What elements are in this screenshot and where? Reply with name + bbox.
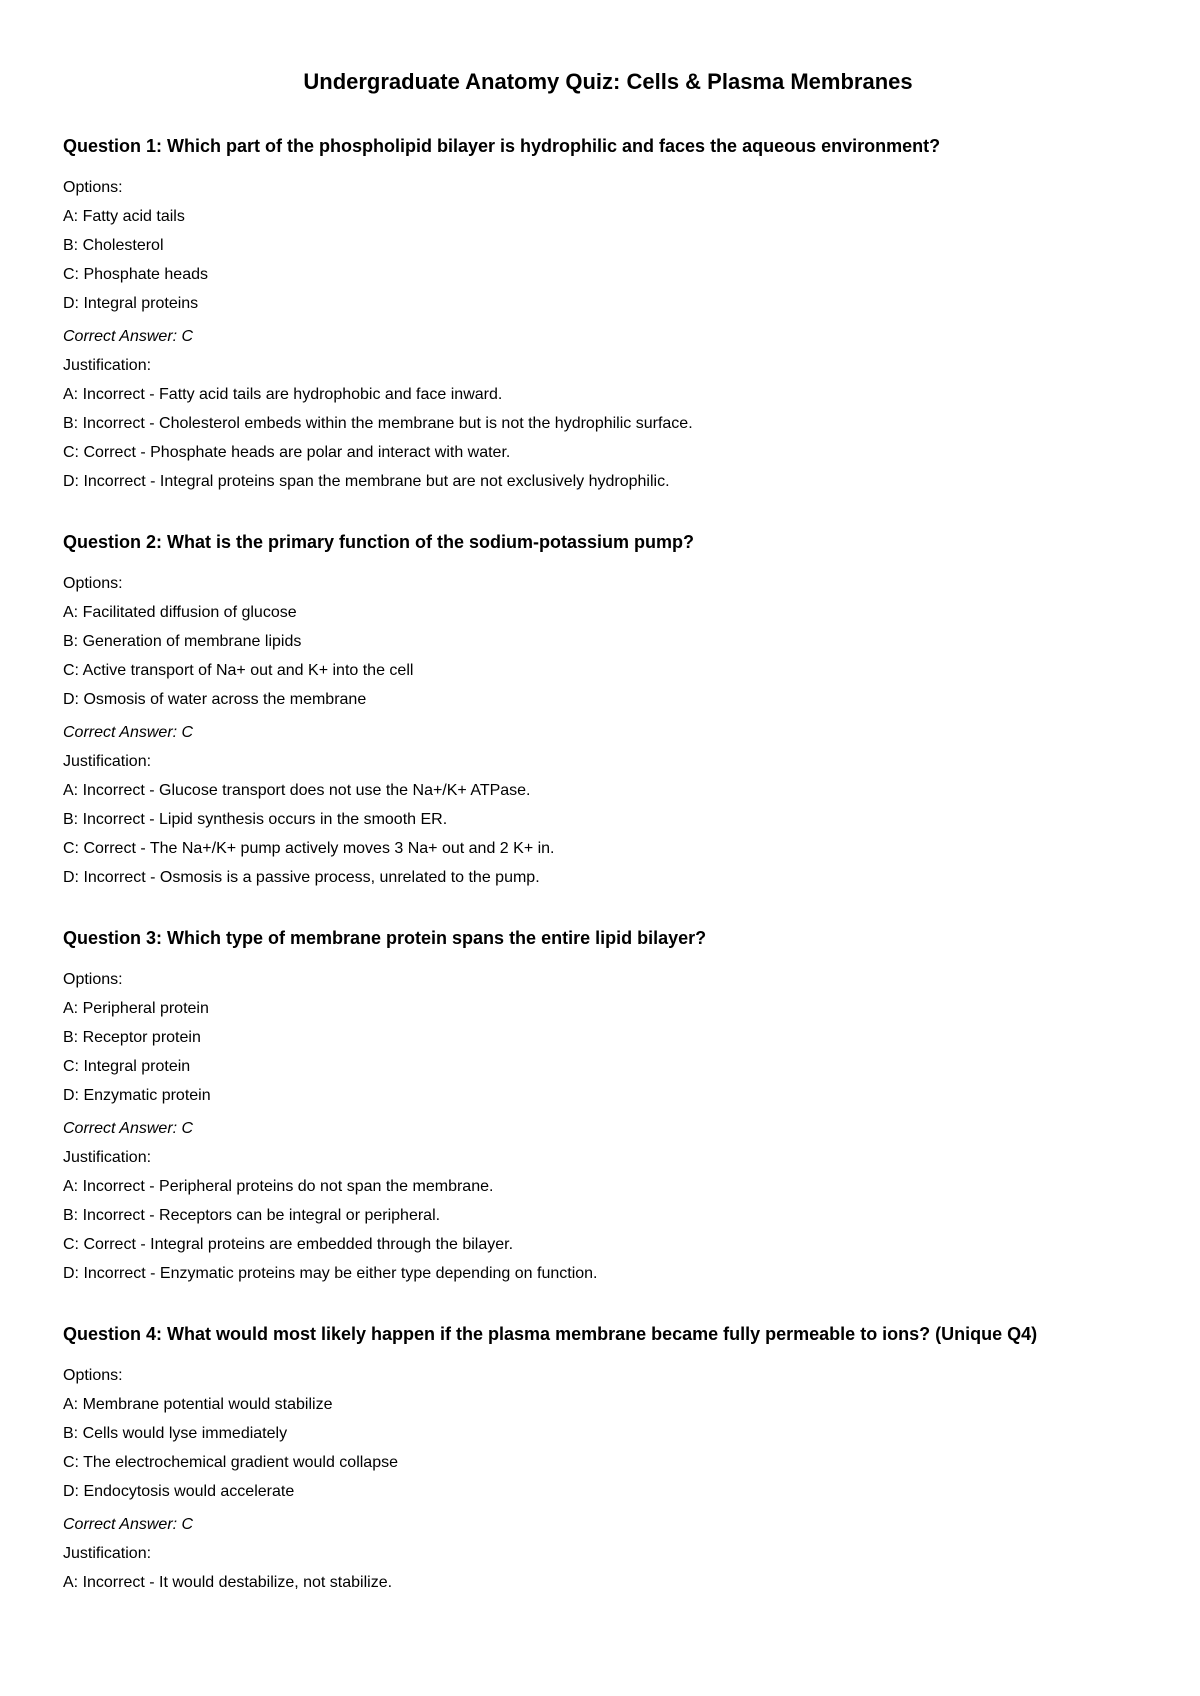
option-b: B: Receptor protein xyxy=(63,1029,201,1046)
option-d: D: Endocytosis would accelerate xyxy=(63,1483,295,1500)
justification-c: C: Correct - Integral proteins are embedded through the bilayer. xyxy=(63,1236,514,1253)
question-4 xyxy=(63,1314,1153,1597)
question-3 xyxy=(63,918,1153,1288)
justification-label: Justification: xyxy=(63,1545,152,1562)
justification-d: D: Incorrect - Osmosis is a passive process, unrelated to the pump. xyxy=(63,869,540,886)
quiz-page xyxy=(63,66,1153,1623)
justification-b: B: Incorrect - Lipid synthesis occurs in the smooth ER. xyxy=(63,811,448,828)
option-a: A: Peripheral protein xyxy=(63,1000,209,1017)
option-d: D: Integral proteins xyxy=(63,295,199,312)
correct-answer: Correct Answer: C xyxy=(63,1516,194,1533)
option-a: A: Fatty acid tails xyxy=(63,208,185,225)
option-b: B: Cells would lyse immediately xyxy=(63,1425,288,1442)
option-a: A: Facilitated diffusion of glucose xyxy=(63,604,297,621)
correct-answer: Correct Answer: C xyxy=(63,724,194,741)
question-2 xyxy=(63,522,1153,892)
option-b: B: Generation of membrane lipids xyxy=(63,633,302,650)
justification-d: D: Incorrect - Enzymatic proteins may be either type depending on function. xyxy=(63,1265,598,1282)
option-c: C: Integral protein xyxy=(63,1058,191,1075)
justification-label: Justification: xyxy=(63,1149,152,1166)
justification-b: B: Incorrect - Cholesterol embeds within the membrane but is not the hydrophilic surface. xyxy=(63,415,693,432)
question-heading: Question 3: Which type of membrane protein spans the entire lipid bilayer? xyxy=(63,928,707,948)
question-heading: Question 1: Which part of the phospholipid bilayer is hydrophilic and faces the aqueous environment? xyxy=(63,136,941,156)
justification-c: C: Correct - Phosphate heads are polar and interact with water. xyxy=(63,444,511,461)
option-d: D: Enzymatic protein xyxy=(63,1087,211,1104)
justification-a: A: Incorrect - It would destabilize, not stabilize. xyxy=(63,1574,393,1591)
options-label: Options: xyxy=(63,575,123,592)
option-c: C: The electrochemical gradient would collapse xyxy=(63,1454,398,1471)
document-title: Undergraduate Anatomy Quiz: Cells & Plasma Membranes xyxy=(303,69,913,94)
justification-a: A: Incorrect - Glucose transport does not use the Na+/K+ ATPase. xyxy=(63,782,531,799)
option-c: C: Active transport of Na+ out and K+ into the cell xyxy=(63,662,414,679)
question-1 xyxy=(63,126,1153,496)
question-heading: Question 4: What would most likely happen if the plasma membrane became fully permeable to ions? (Unique Q4) xyxy=(63,1324,1038,1344)
options-label: Options: xyxy=(63,179,123,196)
justification-a: A: Incorrect - Peripheral proteins do not span the membrane. xyxy=(63,1178,494,1195)
option-c: C: Phosphate heads xyxy=(63,266,208,283)
justification-c: C: Correct - The Na+/K+ pump actively moves 3 Na+ out and 2 K+ in. xyxy=(63,840,555,857)
justification-label: Justification: xyxy=(63,753,152,770)
correct-answer: Correct Answer: C xyxy=(63,1120,194,1137)
options-label: Options: xyxy=(63,971,123,988)
options-label: Options: xyxy=(63,1367,123,1384)
justification-b: B: Incorrect - Receptors can be integral or peripheral. xyxy=(63,1207,441,1224)
justification-a: A: Incorrect - Fatty acid tails are hydrophobic and face inward. xyxy=(63,386,503,403)
option-d: D: Osmosis of water across the membrane xyxy=(63,691,367,708)
justification-label: Justification: xyxy=(63,357,152,374)
option-b: B: Cholesterol xyxy=(63,237,164,254)
option-a: A: Membrane potential would stabilize xyxy=(63,1396,333,1413)
question-heading: Question 2: What is the primary function of the sodium-potassium pump? xyxy=(63,532,695,552)
justification-d: D: Incorrect - Integral proteins span the membrane but are not exclusively hydrophilic. xyxy=(63,473,670,490)
correct-answer: Correct Answer: C xyxy=(63,328,194,345)
